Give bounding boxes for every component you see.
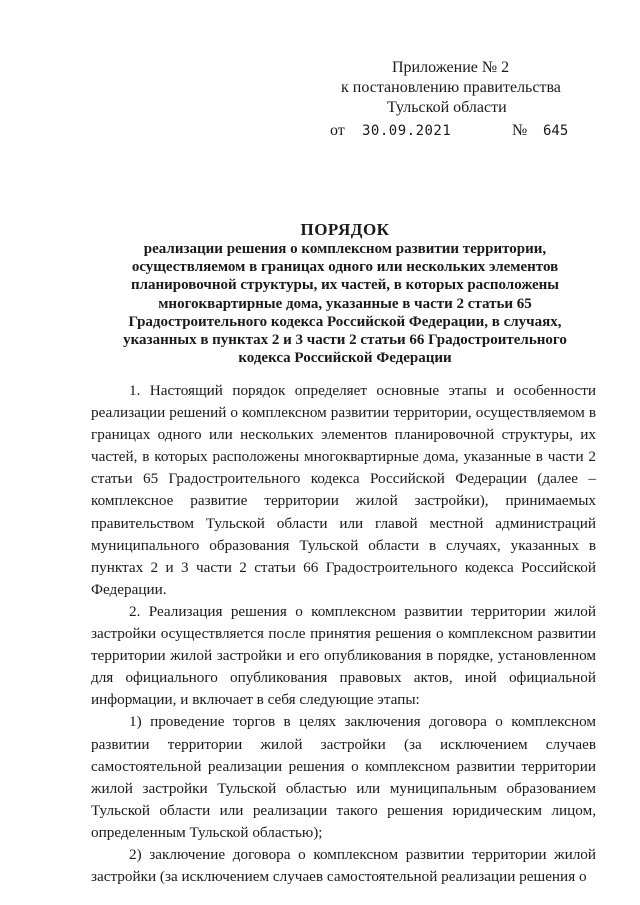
appendix-header [300,58,600,143]
appendix-date-number-line [300,121,600,143]
resolution-date: 30.09.2021 [362,123,452,139]
appendix-label: Приложение № 2 [392,59,510,76]
subtitle-line: Градостроительного кодекса Российской Федерации, в случаях, [128,313,562,330]
document-title-block [110,220,580,367]
subtitle-line: многоквартирные дома, указанные в части 2 статьи 65 [158,295,532,312]
paragraph-1: 1. Настоящий порядок определяет основные этапы и особенности реализации решений о комплексном развитии территории, осуществляемом в границах одного или нескольких элементов планировочной структуры, их частей, в которых расположены многоквартирные дома, указанные в части 2 статьи 65 Градостроительного кодекса Российской Федерации (далее – комплексное развитие территории жилой застройки), принимаемых правительством Тульской области или главой местной администраций муниципального образования Тульской области в случаях, указанных в пунктах 2 и 3 части 2 статьи 66 Градостроительного кодекса Российской Федерации. [91,382,596,598]
from-label: от [330,122,345,139]
list-item-1: 1) проведение торгов в целях заключения договора о комплексном развитии территории жилой застройки (за исключением случаев самостоятельной реализации решения о комплексном развитии территории жилой застройки Тульской областью или муниципальным образованием Тульской области или реализации такого решения юридическим лицом, определенным Тульской областью); [91,713,596,841]
appendix-resolution-line: к постановлению правительства [341,79,561,96]
appendix-region-line: Тульской области [387,99,507,116]
subtitle-line: осуществляемом в границах одного или нескольких элементов [131,259,559,276]
resolution-number: 645 [543,123,569,139]
document-body [91,380,596,888]
list-item-2: 2) заключение договора о комплексном развитии территории жилой застройки (за исключением случаев самостоятельной реализации решения о [91,845,596,886]
subtitle-line: указанных в пунктах 2 и 3 части 2 статьи 66 Градостроительного [123,332,567,349]
document-heading: ПОРЯДОК [300,220,390,239]
paragraph-2: 2. Реализация решения о комплексном развитии территории жилой застройки осуществляется после принятия решения о комплексном развитии территории жилой застройки и его опубликования в порядке, установленном для официального опубликования правовых актов, иной официальной информации, и включает в себя следующие этапы: [91,602,596,709]
document-subtitle [110,240,580,367]
subtitle-line: кодекса Российской Федерации [238,350,452,367]
subtitle-line: реализации решения о комплексном развитии территории, [143,241,547,257]
number-sign: № [512,122,528,139]
subtitle-line: планировочной структуры, их частей, в которых расположены [130,277,560,294]
